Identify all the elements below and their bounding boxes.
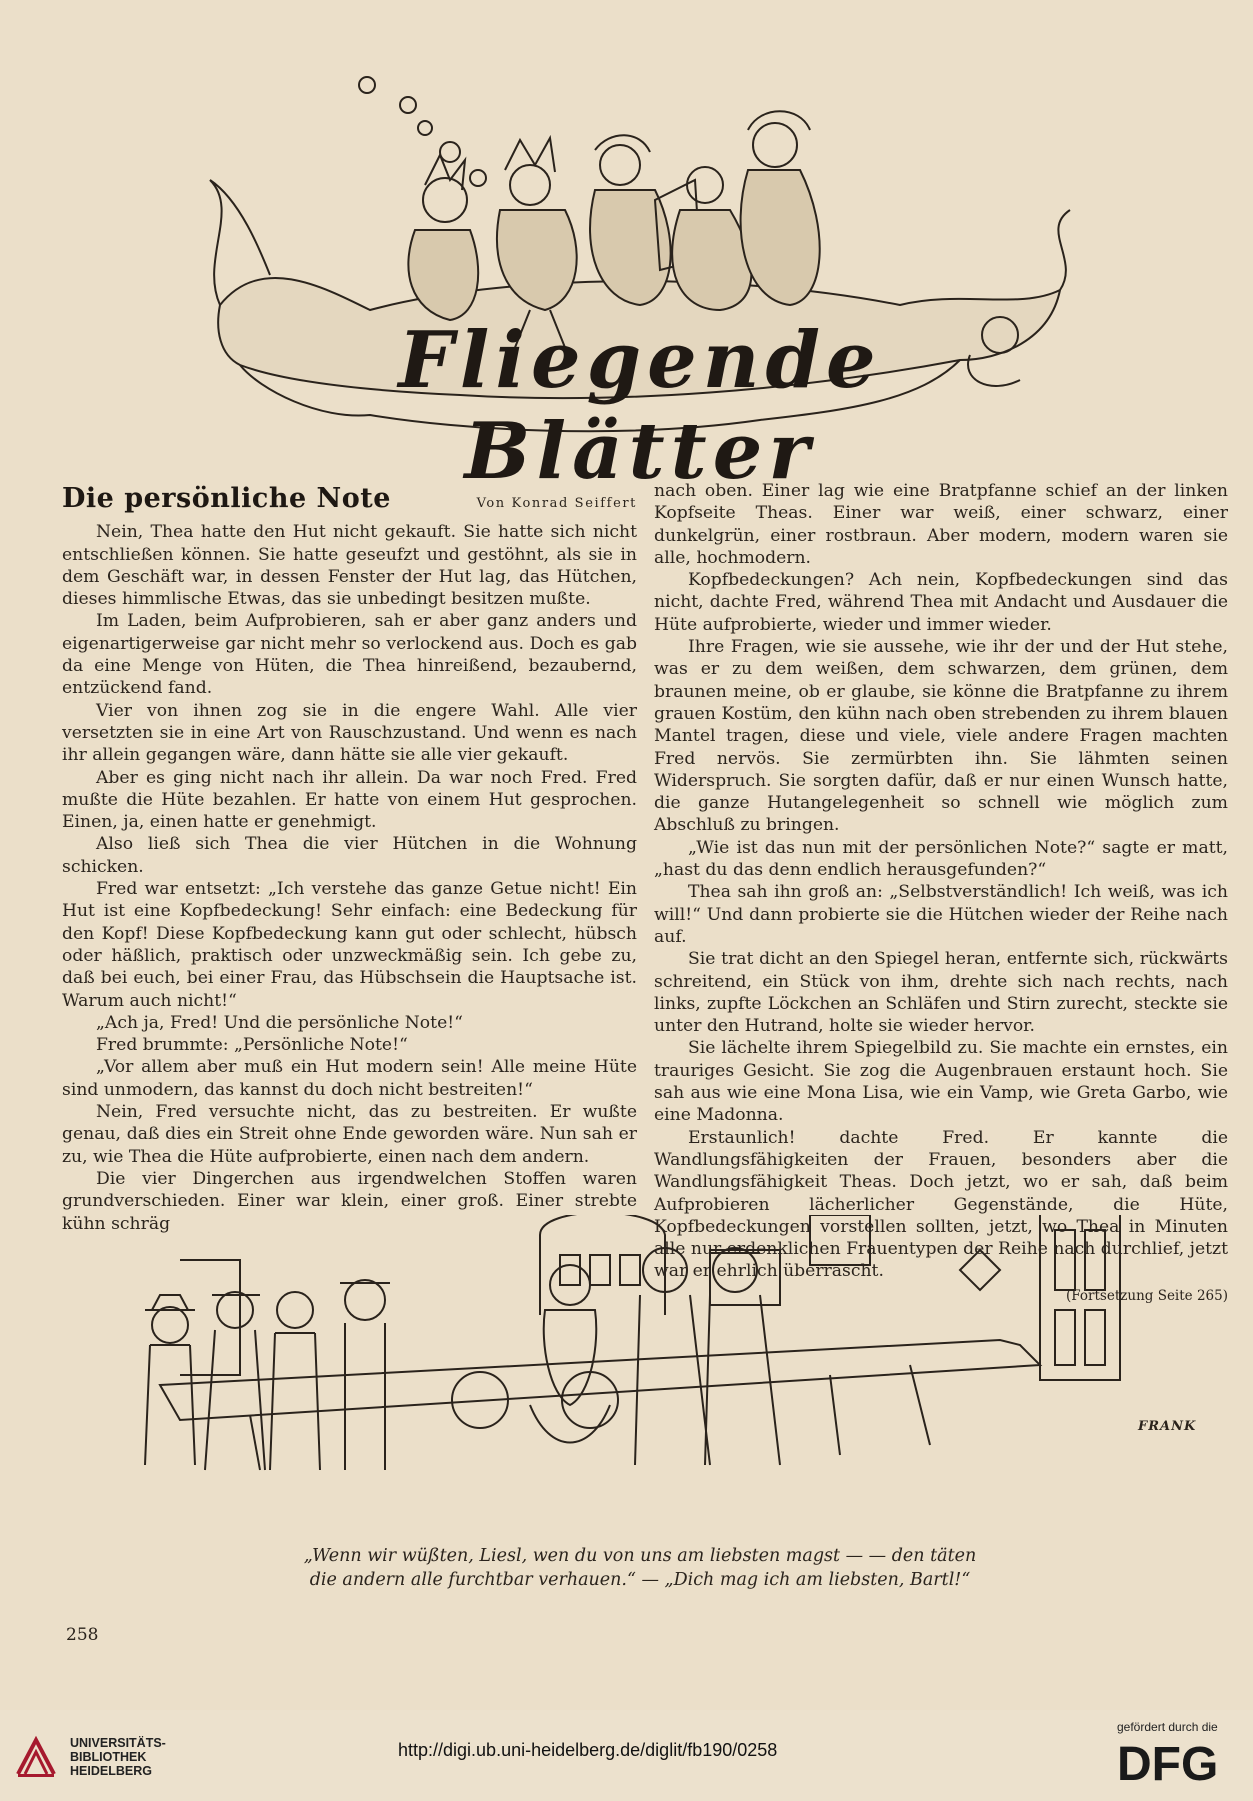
permalink-url[interactable]: http://digi.ub.uni-heidelberg.de/diglit/fb190/0258 [398, 1740, 778, 1760]
paragraph: Im Laden, beim Aufprobieren, sah er aber ganz anders und eigenartigerweise gar nicht mehr so verlockend aus. Doch es gab da eine Menge von Hüten, die Thea hinreißend, bezaubernd, entzückend fand. [62, 611, 637, 699]
paragraph: Nein, Fred versuchte nicht, das zu bestreiten. Er wußte genau, daß dies ein Streit ohne Ende geworden wäre. Nun sah er zu, wie Thea die Hüte aufprobierte, einen nach dem andern. [62, 1102, 637, 1167]
paragraph: Ihre Fragen, wie sie aussehe, wie ihr der und der Hut stehe, was er zu dem weißen, dem schwarzen, dem grünen, dem braunen meine, ob er glaube, sie könne die Bratpfanne zu ihrem grauen Kostüm, den kühn nach oben strebenden zu ihrem blauen Mantel tragen, diese und viele, viele andere Fragen machten Fred nervös. Sie zermürbten ihn. Sie lähmten seinen Widerspruch. Sie sorgten dafür, daß er nur einen Wunsch hatte, die ganze Hutangelegenheit so schnell wie möglich zum Abschluß zu bringen. [654, 637, 1228, 836]
door [1040, 1215, 1120, 1380]
article-left-column [62, 483, 637, 1235]
library-logo-icon [14, 1734, 58, 1780]
man-with-hat-1 [145, 1295, 195, 1465]
library-name [70, 1736, 166, 1778]
article-headline: Die persönliche Note [62, 483, 391, 514]
paragraph-continued: nach oben. Einer lag wie eine Bratpfanne schief an der linken Kopfseite Theas. Einer war weiß, einer schwarz, einer dunkelgrün, einer rostbraun. Aber modern, modern waren sie alle, hochmodern. [654, 481, 1228, 568]
masthead-title: Fliegende Blätter [398, 315, 882, 497]
artist-signature: FRANK [1138, 1419, 1197, 1434]
paragraph: Sie trat dicht an den Spiegel heran, entfernte sich, rückwärts schreitend, ein Stück von ihm, drehte sich nach rechts, nach links, zupfte Löckchen an Schläfen und Stirn zurecht, steckte sie unter den Hutrand, holte sie wieder hervor. [654, 949, 1228, 1037]
paragraph: Fred war entsetzt: „Ich verstehe das ganze Getue nicht! Ein Hut ist eine Kopfbedeckung! Sehr einfach: eine Bedeckung für den Kopf! Diese Kopfbedeckung kann gut oder schlecht, hübsch oder häßlich, praktisch oder unzweckmäßig sein. Ich gebe zu, daß bei euch, bei einer Frau, das Hübschsein die Hauptsache ist. Warum auch nicht!“ [62, 879, 637, 1011]
man-leaning-2 [705, 1248, 780, 1465]
paragraph: „Wie ist das nun mit der persönlichen Note?“ sagte er matt, „hast du das denn endlich herausgefunden?“ [654, 837, 1228, 881]
jester-figure [408, 155, 478, 320]
bubble-icon [359, 77, 375, 93]
caption-line: die andern alle furchtbar verhauen.“ — „Dich mag ich am liebsten, Bartl!“ [309, 1570, 971, 1590]
continuation-note: (Fortsetzung Seite 265) [1066, 1287, 1228, 1304]
article-right-column [654, 480, 1228, 1307]
funded-by-text: gefördert durch die [1117, 1720, 1218, 1734]
lady-figure-1 [672, 167, 751, 310]
dfg-text: DFG [1117, 1738, 1219, 1786]
headline-row [62, 483, 637, 515]
paragraph: „Ach ja, Fred! Und die persönliche Note!“ [96, 1012, 463, 1033]
paragraph: „Vor allem aber muß ein Hut modern sein! Alle meine Hüte sind unmodern, das kannst du doch nicht bestreiten!“ [62, 1057, 637, 1100]
paragraph: Kopfbedeckungen? Ach nein, Kopfbedeckungen sind das nicht, dachte Fred, während Thea mit Andacht und Ausdauer die Hüte aufprobierte, wieder und immer wieder. [654, 570, 1228, 635]
arched-window [540, 1215, 665, 1315]
cartoon-illustration [120, 1215, 1180, 1535]
article-byline: Von Konrad Seiffert [476, 496, 637, 511]
bench [160, 1340, 1040, 1420]
paragraph: Nein, Thea hatte den Hut nicht gekauft. Sie hatte sich nicht entschließen können. Sie hatte geseufzt und gestöhnt, als sie in dem Geschäft war, in dessen Fenster der Hut lag, das Hütchen, dieses himmlische Etwas, das sie unbedingt besitzen mußte. [62, 522, 637, 610]
lady-figure-2 [741, 111, 820, 305]
masthead-illustration [200, 60, 1080, 497]
paragraph: Die vier Dingerchen aus irgendwelchen Stoffen waren grundverschieden. Einer war klein, einer groß. Einer strebte kühn schräg [62, 1168, 637, 1234]
paragraph: Erstaunlich! dachte Fred. Er kannte die Wandlungsfähigkeiten der Frauen, besonders aber die Wandlungsfähigkeit Theas. Doch jetzt, wo er sah, daß beim Aufprobieren lächerlicher Gegenstände, die Hüte, Kopfbedeckungen vorstellen sollten, jetzt, wo Thea in Minuten alle nur erdenklichen Frauentypen der Reihe nach durchlief, jetzt war er ehrlich überrascht. [654, 1127, 1228, 1282]
library-name-line: HEIDELBERG [70, 1764, 152, 1778]
paragraph: Vier von ihnen zog sie in die engere Wahl. Alle vier versetzten sie in eine Art von Rauschzustand. Und wenn es nach ihr allein gegangen wäre, dann hätte sie alle vier gekauft. [62, 700, 637, 766]
paragraph: Aber es ging nicht nach ihr allein. Da war noch Fred. Fred mußte die Hüte bezahlen. Er hatte von einem Hut gesprochen. Einen, ja, einen hatte er genehmigt. [62, 767, 637, 833]
digitization-footer [0, 1712, 1253, 1801]
library-name-line: UNIVERSITÄTS- [70, 1736, 166, 1750]
library-name-line: BIBLIOTHEK [70, 1750, 147, 1764]
caption-line: „Wenn wir wüßten, Liesl, wen du von uns am liebsten magst — — den täten [303, 1546, 977, 1566]
sign [960, 1250, 1000, 1290]
cartoon-artwork [120, 1215, 1180, 1535]
cartoon-caption [240, 1544, 1040, 1592]
dfg-logo-icon [1115, 1736, 1237, 1786]
paragraph: Also ließ sich Thea die vier Hütchen in die Wohnung schicken. [62, 834, 637, 877]
paragraph: Fred brummte: „Persönliche Note!“ [96, 1035, 408, 1056]
paragraph: Thea sah ihn groß an: „Selbstverständlich! Ich weiß, was ich will!“ Und dann probierte sie die Hütchen wieder der Reihe nach auf. [654, 882, 1228, 947]
paragraph: Sie lächelte ihrem Spiegelbild zu. Sie machte ein ernstes, ein trauriges Gesicht. Sie zog die Augenbrauen erstaunt hoch. Sie sah aus wie eine Mona Lisa, wie ein Vamp, wie Greta Garbo, wie eine Madonna. [654, 1038, 1228, 1126]
man-in-suit [270, 1292, 320, 1470]
girl-liesl [452, 1265, 618, 1443]
page-number: 258 [66, 1625, 99, 1645]
